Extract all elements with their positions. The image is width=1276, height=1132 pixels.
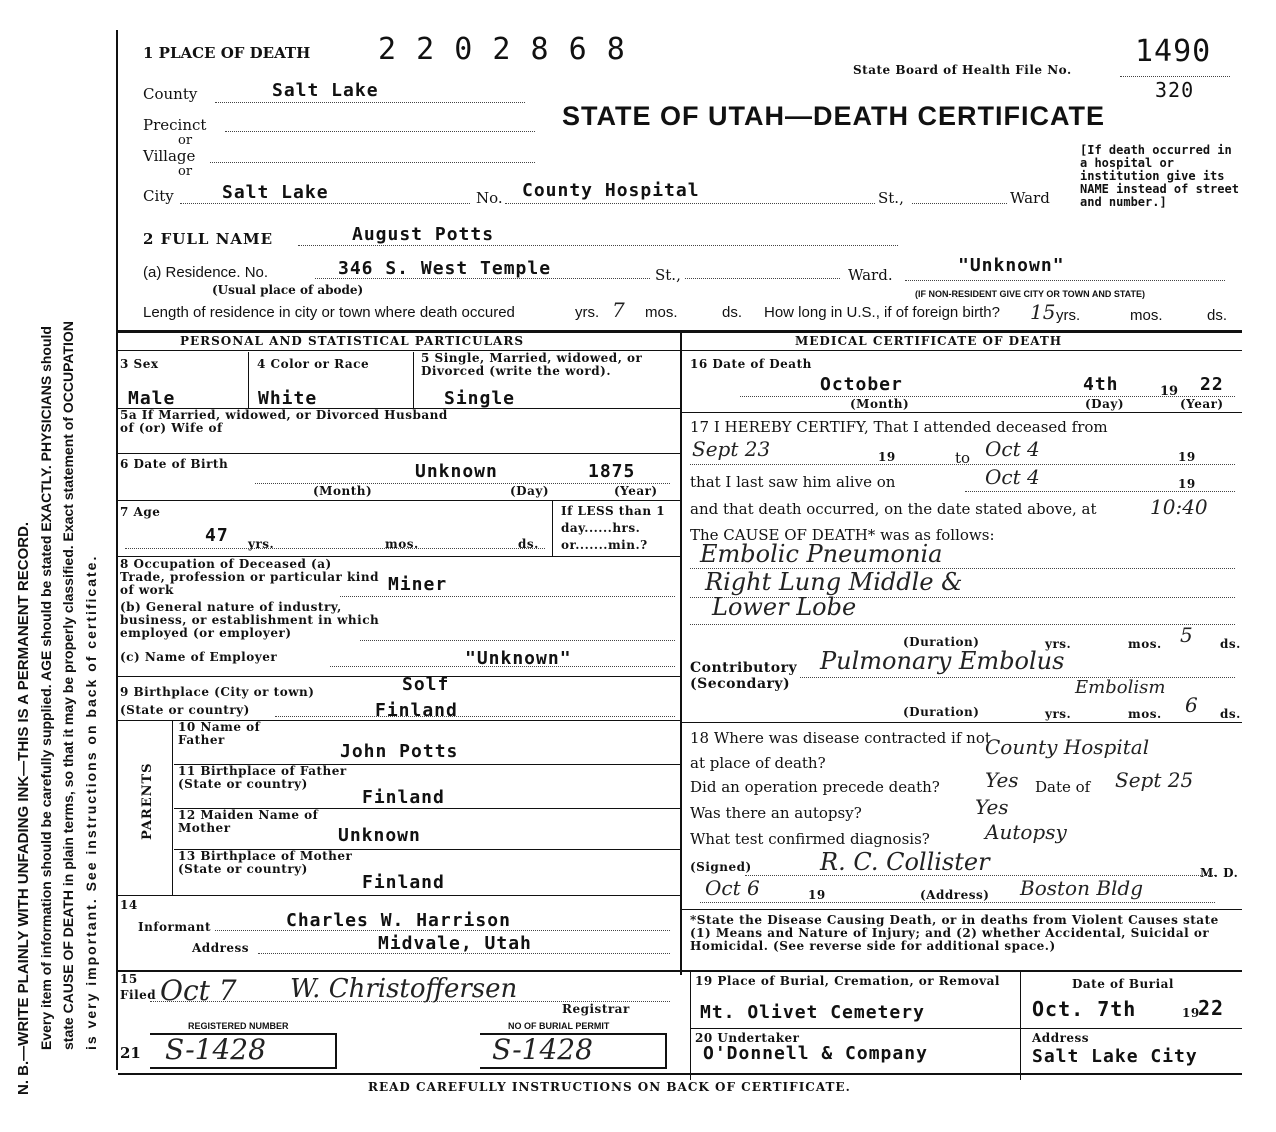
age-yrs-label: yrs. — [248, 537, 275, 551]
sign-date: Oct 6 — [705, 876, 760, 900]
certify-text: 17 I HEREBY CERTIFY, That I attended deceased from — [690, 418, 1108, 436]
burial-year: 22 — [1198, 996, 1225, 1020]
rule-undertaker — [690, 1028, 1242, 1029]
dob-day-caption: (Day) — [510, 484, 550, 498]
birthplace-state-label: (State or country) — [120, 703, 250, 717]
death-date-label: 16 Date of Death — [690, 357, 812, 371]
village-line — [210, 162, 535, 163]
burial-date-label: Date of Burial — [1072, 977, 1174, 991]
contributory-label: Contributory (Secondary) — [690, 660, 798, 692]
father-birthplace-value: Finland — [362, 787, 445, 808]
undertaker-address-value: Salt Lake City — [1032, 1046, 1198, 1067]
operation-value: Yes — [985, 768, 1019, 792]
occurred-text: and that death occurred, on the date stated above, at — [690, 500, 1097, 518]
personal-section-title: PERSONAL AND STATISTICAL PARTICULARS — [180, 334, 525, 348]
last-saw-year-prefix: 19 — [1178, 477, 1196, 491]
dob-day-value: Unknown — [415, 461, 498, 482]
rule-dob — [118, 453, 680, 454]
cause-line-3: Lower Lobe — [712, 593, 857, 621]
filed-label: Filed — [120, 988, 157, 1002]
contributory-value-2: Embolism — [1075, 677, 1166, 698]
dob-label: 6 Date of Birth — [120, 457, 229, 471]
length-ds-label: ds. — [722, 304, 743, 321]
sign-year-prefix: 19 — [808, 888, 826, 902]
where-label: 18 Where was disease contracted if not at place of death? — [690, 729, 991, 772]
death-day: 4th — [1083, 374, 1119, 395]
less-than-label: If LESS than 1 day......hrs. or.......min.? — [561, 504, 666, 552]
informant-address-value: Midvale, Utah — [378, 933, 532, 954]
dob-month-caption: (Month) — [313, 484, 373, 498]
attended-line — [690, 464, 1235, 465]
hospital-value: County Hospital — [522, 180, 700, 201]
duration-yrs-1: yrs. — [1045, 637, 1072, 651]
duration-ds-1: ds. — [1220, 637, 1241, 651]
rule-sex-color — [248, 352, 249, 408]
rule-burial-left — [690, 970, 691, 1080]
contributory-value: Pulmonary Embolus — [820, 647, 1065, 675]
burial-date: Oct. 7th — [1032, 997, 1137, 1021]
margin-note-1: N. B.—WRITE PLAINLY WITH UNFADING INK—THIS IS A PERMANENT RECORD. — [15, 521, 32, 1095]
attended-to-year-prefix: 19 — [1178, 450, 1196, 464]
cause-line-2: Right Lung Middle & — [705, 568, 963, 596]
us-yrs-value: 15 — [1030, 300, 1056, 324]
signed-line — [745, 875, 1215, 876]
death-date-line — [740, 396, 1235, 397]
permit-number: S-1428 — [492, 1033, 593, 1066]
father-label: 10 Name of Father — [178, 720, 261, 747]
full-name-label: 2 FULL NAME — [143, 230, 274, 248]
test-label: What test confirmed diagnosis? — [690, 830, 930, 848]
residence-ward-label: Ward. — [848, 266, 893, 284]
filed-date: Oct 7 — [160, 974, 237, 1007]
county-line — [215, 102, 525, 103]
burial-place: Mt. Olivet Cemetery — [700, 1002, 925, 1023]
sex-value: Male — [128, 388, 176, 409]
informant-value: Charles W. Harrison — [286, 910, 511, 931]
rule-filing — [118, 970, 1242, 972]
last-saw-line — [965, 491, 1235, 492]
last-saw-value: Oct 4 — [985, 465, 1040, 489]
file-no-label: State Board of Health File No. — [853, 63, 1072, 77]
marital-label: 5 Single, Married, widowed, or Divorced (write the word). — [421, 351, 643, 378]
informant-label: Informant — [138, 920, 212, 934]
undertaker-label: 20 Undertaker — [695, 1031, 800, 1045]
to-label: to — [955, 449, 971, 467]
cause-line-1: Embolic Pneumonia — [700, 540, 943, 568]
informant-address-line — [258, 953, 670, 954]
residence-value: 346 S. West Temple — [338, 258, 552, 279]
rule-parents-side — [172, 720, 173, 895]
city-label: City — [143, 187, 174, 205]
length-mos-value: 7 — [612, 298, 625, 322]
duration-ds-2: ds. — [1220, 707, 1241, 721]
duration-yrs-2: yrs. — [1045, 707, 1072, 721]
filed-no: 15 — [120, 972, 138, 986]
sign-address-value: Boston Bldg — [1020, 876, 1144, 900]
permit-label: NO OF BURIAL PERMIT — [508, 1021, 610, 1031]
rule-left-margin — [116, 30, 118, 1070]
md-label: M. D. — [1200, 866, 1239, 880]
file-no-sub: 320 — [1155, 78, 1195, 102]
attended-to: Oct 4 — [985, 437, 1040, 461]
contributory-line — [800, 677, 1235, 678]
birthplace-label: 9 Birthplace (City or town) — [120, 685, 315, 699]
or-2: or — [178, 164, 193, 179]
usual-abode-label: (Usual place of abode) — [212, 283, 364, 297]
parents-label: PARENTS — [140, 762, 155, 840]
nonres-line — [905, 280, 1225, 281]
age-label: 7 Age — [120, 505, 161, 519]
sex-label: 3 Sex — [120, 357, 159, 371]
rule-center — [680, 330, 682, 975]
residence-line — [315, 278, 650, 279]
duration-label-2: (Duration) — [903, 705, 980, 719]
age-mos-label: mos. — [385, 537, 419, 551]
duration-ds-value-1: 5 — [1180, 623, 1193, 647]
death-year: 22 — [1200, 374, 1224, 395]
margin-note-3: state CAUSE OF DEATH in plain terms, so that it may be properly classified. Exact statement of OCCUPATION — [60, 321, 76, 1050]
duration-mos-2: mos. — [1128, 707, 1162, 721]
rule-burial-date — [1020, 970, 1021, 1080]
death-month: October — [820, 374, 903, 395]
file-no-line — [1120, 76, 1230, 77]
ward-label: Ward — [1010, 189, 1050, 207]
sign-address-label: (Address) — [920, 888, 990, 902]
us-ds-label: ds. — [1207, 307, 1228, 324]
duration-mos-1: mos. — [1128, 637, 1162, 651]
rule-age — [118, 500, 680, 501]
full-name-value: August Potts — [352, 224, 495, 245]
certificate-title: STATE OF UTAH—DEATH CERTIFICATE — [562, 101, 1105, 131]
length-mos-label: mos. — [645, 304, 678, 321]
stamp-number: 2 2 0 2 8 6 8 — [378, 32, 626, 67]
operation-date-value: Sept 25 — [1115, 768, 1194, 792]
residence-label: (a) Residence. No. — [143, 264, 269, 281]
spouse-label: 5a If Married, widowed, or Divorced Husband of (or) Wife of — [120, 408, 448, 435]
operation-label: Did an operation precede death? — [690, 778, 940, 796]
residence-ward-line — [685, 278, 840, 279]
age-line — [125, 548, 545, 549]
full-name-line — [298, 245, 898, 246]
occupation-value: Miner — [388, 574, 448, 595]
mother-value: Unknown — [338, 825, 421, 846]
duration-label-1: (Duration) — [903, 635, 980, 649]
occupation-label: 8 Occupation of Deceased (a) Trade, profession or particular kind of work — [120, 557, 379, 597]
ward-line — [912, 203, 1007, 204]
medical-section-title: MEDICAL CERTIFICATE OF DEATH — [795, 334, 1063, 348]
color-value: White — [258, 388, 318, 409]
employer-value: "Unknown" — [465, 648, 572, 669]
rule-age-less — [552, 500, 553, 556]
nonres-label: (IF NON-RESIDENT GIVE CITY OR TOWN AND STATE) — [915, 289, 1146, 299]
place-of-death-label: 1 PLACE OF DEATH — [143, 44, 311, 62]
rule-medical-header — [682, 350, 1242, 351]
us-label: How long in U.S., if of foreign birth? — [764, 304, 1000, 321]
length-residence-label: Length of residence in city or town where death occured — [143, 304, 515, 321]
precinct-line — [225, 131, 535, 132]
cause-label: The CAUSE OF DEATH* was as follows: — [690, 526, 995, 544]
or-1: or — [178, 133, 193, 148]
rule-color-marital — [413, 352, 414, 408]
margin-note-2: Every item of information should be carefully supplied. AGE should be stated EXACTLY. PHYSICIANS should — [38, 326, 54, 1050]
footnote: *State the Disease Causing Death, or in deaths from Violent Causes state (1) Means and Nature of Injury; and (2) whether Accidental, Suicidal or Homicidal. (See reverse side for additional space.) — [690, 913, 1219, 953]
city-value: Salt Lake — [222, 182, 329, 203]
rule-where — [682, 722, 1242, 723]
signed-label: (Signed) — [690, 860, 752, 874]
city-line — [180, 203, 470, 204]
sign-date-line — [700, 902, 1215, 903]
attended-from: Sept 23 — [692, 437, 771, 461]
industry-line — [360, 640, 675, 641]
informant-line — [215, 930, 670, 931]
last-saw-text: that I last saw him alive on — [690, 473, 896, 491]
burial-year-prefix: 19 — [1182, 1006, 1200, 1020]
test-value: Autopsy — [985, 820, 1067, 844]
file-no: 1490 — [1135, 34, 1212, 69]
footer-text: READ CAREFULLY INSTRUCTIONS ON BACK OF CERTIFICATE. — [368, 1080, 851, 1094]
mother-label: 12 Maiden Name of Mother — [178, 808, 319, 835]
dob-year-caption: (Year) — [614, 484, 658, 498]
rule-informant — [118, 895, 680, 896]
line-21: 21 — [120, 1044, 141, 1062]
undertaker-address-label: Address — [1032, 1031, 1090, 1045]
informant-address-label: Address — [192, 941, 250, 955]
dob-year-value: 1875 — [588, 461, 636, 482]
age-value: 47 — [205, 525, 229, 546]
cause-rule-3 — [690, 624, 1235, 625]
death-year-prefix: 19 — [1160, 384, 1179, 399]
rule-certify — [682, 412, 1242, 413]
undertaker-value: O'Donnell & Company — [703, 1043, 928, 1064]
rule-footnote — [682, 909, 1242, 910]
village-label: Village — [143, 147, 196, 165]
hospital-note: [If death occurred in a hospital or institution give its NAME instead of street and number.] — [1080, 143, 1239, 209]
reg-number: S-1428 — [165, 1033, 266, 1066]
birthplace-country: Finland — [375, 700, 458, 721]
length-yrs-label: yrs. — [575, 304, 600, 321]
employer-label: (c) Name of Employer — [120, 650, 278, 664]
precinct-label: Precinct — [143, 116, 207, 134]
occupation-line — [340, 596, 675, 597]
father-value: John Potts — [340, 741, 459, 762]
rule-bottom — [118, 1073, 1242, 1075]
registrar-signature: W. Christoffersen — [290, 974, 518, 1004]
industry-label: (b) General nature of industry, business, or establishment in which employed (or employer) — [120, 600, 380, 640]
employer-line — [330, 666, 675, 667]
where-value: County Hospital — [985, 735, 1150, 759]
mother-birthplace-label: 13 Birthplace of Mother (State or country) — [178, 849, 353, 876]
us-yrs-label: yrs. — [1056, 307, 1081, 324]
margin-note-4: is very important. See instructions on back of certificate. — [83, 554, 99, 1050]
us-mos-label: mos. — [1130, 307, 1163, 324]
residence-ward-value: "Unknown" — [958, 255, 1065, 276]
marital-value: Single — [444, 388, 516, 409]
reg-number-label: REGISTERED NUMBER — [188, 1021, 289, 1031]
death-year-caption: (Year) — [1180, 397, 1224, 411]
attended-year-prefix: 19 — [878, 450, 896, 464]
informant-no: 14 — [120, 898, 138, 912]
birthplace-line — [275, 716, 675, 717]
rule-birthplace — [118, 676, 680, 677]
signed-value: R. C. Collister — [820, 848, 990, 876]
father-birthplace-label: 11 Birthplace of Father (State or country) — [178, 764, 347, 791]
county-value: Salt Lake — [272, 80, 379, 101]
operation-date-label: Date of — [1035, 778, 1091, 796]
mother-birthplace-value: Finland — [362, 872, 445, 893]
age-ds-label: ds. — [518, 537, 539, 551]
residence-st-label: St., — [655, 266, 681, 284]
duration-ds-value-2: 6 — [1185, 693, 1198, 717]
death-day-caption: (Day) — [1085, 397, 1125, 411]
autopsy-label: Was there an autopsy? — [690, 804, 862, 822]
registrar-label: Registrar — [562, 1002, 630, 1016]
color-label: 4 Color or Race — [257, 357, 370, 371]
st-label: St., — [878, 189, 904, 207]
death-month-caption: (Month) — [850, 397, 910, 411]
county-label: County — [143, 85, 198, 103]
no-label: No. — [476, 189, 503, 207]
birthplace-city: Solf — [402, 674, 450, 695]
death-time: 10:40 — [1150, 495, 1208, 519]
autopsy-value: Yes — [975, 795, 1009, 819]
hospital-line — [505, 203, 875, 204]
burial-label: 19 Place of Burial, Cremation, or Removal — [695, 974, 1000, 988]
